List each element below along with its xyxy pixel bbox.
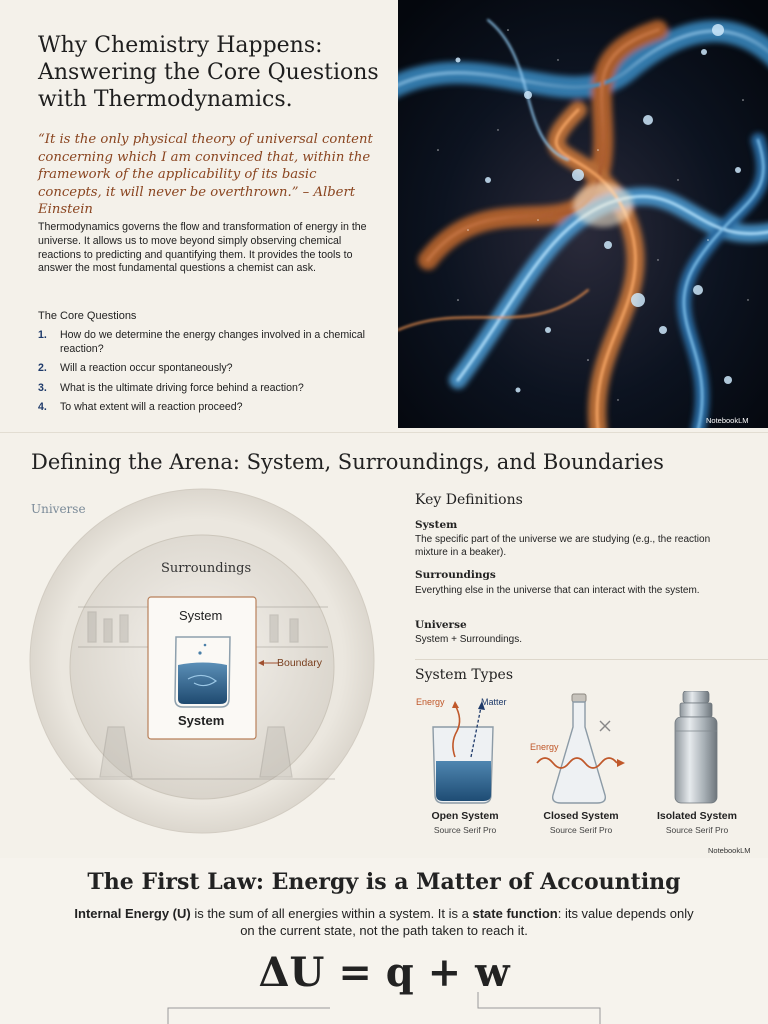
core-questions-heading: The Core Questions	[38, 310, 137, 322]
first-law-equation: ΔU = q + w	[258, 949, 510, 996]
system-surroundings-diagram	[0, 487, 400, 847]
slide1-title: Why Chemistry Happens: Answering the Core Questions with Thermodynamics.	[38, 33, 379, 112]
slide-defining-arena	[0, 432, 768, 859]
description-part-1: is the sum of all energies within a system. It is a	[190, 906, 473, 921]
notebooklm-watermark: NotebookLM	[706, 416, 749, 425]
key-definitions-heading: Key Definitions	[415, 492, 523, 508]
einstein-quote: “It is the only physical theory of universal content concerning which I am convinced that, within the framework of the applicability of its basic concepts, it will never be overthrown.” – Albert Einstein	[38, 132, 373, 217]
description-part-2: : its value depends only on the current state, not the path taken to reach it.	[240, 906, 694, 938]
section-divider	[415, 659, 768, 660]
open-system-beaker-icon	[433, 701, 493, 803]
closed-system-label: Closed System	[543, 810, 619, 822]
system-types-heading: System Types	[415, 667, 513, 683]
question-text: What is the ultimate driving force behind a reaction?	[60, 381, 304, 394]
definition-term-surroundings: Surroundings	[415, 569, 496, 581]
closed-energy-label: Energy	[530, 742, 559, 752]
state-function-term: state function	[472, 906, 558, 921]
question-text: How do we determine the energy changes involved in a chemical reaction?	[60, 329, 366, 355]
notebooklm-watermark: NotebookLM	[708, 846, 751, 855]
list-item	[38, 329, 378, 356]
list-number: 3.	[38, 381, 47, 394]
list-number: 2.	[38, 362, 47, 375]
list-number: 4.	[38, 401, 47, 414]
question-text: To what extent will a reaction proceed?	[60, 401, 243, 414]
definition-term-universe: Universe	[415, 619, 467, 631]
isolated-system-thermos-icon	[675, 691, 717, 803]
slide2-title: Defining the Arena: System, Surroundings, and Boundaries	[31, 450, 664, 474]
definition-term-system: System	[415, 519, 458, 531]
open-system-label: Open System	[431, 810, 499, 822]
list-item	[38, 382, 378, 396]
list-item	[38, 362, 378, 376]
open-energy-label: Energy	[416, 697, 445, 707]
definition-text-surroundings: Everything else in the universe that can interact with the system.	[415, 585, 700, 596]
internal-energy-term: Internal Energy (U)	[74, 906, 191, 921]
system-label-bottom: System	[178, 713, 225, 728]
slide1-body-text: Thermodynamics governs the flow and transformation of energy in the universe. It allows us to move beyond simply observing chemical reactions to predicting and quantifying them. It provides the tools to answer the most fundamental questions a chemist can ask.	[38, 221, 367, 275]
equation-connector-lines	[0, 986, 768, 1024]
core-questions-list	[38, 329, 378, 421]
question-text: Will a reaction occur spontaneously?	[60, 362, 233, 375]
isolated-system-label: Isolated System	[657, 810, 737, 822]
slide-first-law	[0, 858, 768, 1024]
surroundings-label: Surroundings	[161, 561, 252, 576]
definition-text-system: The specific part of the universe we are studying (e.g., the reaction mixture in a beaker).	[415, 534, 711, 558]
slide-why-chemistry	[0, 0, 768, 432]
closed-system-caption: Source Serif Pro	[549, 825, 613, 835]
boundary-label: Boundary	[277, 657, 322, 669]
internal-energy-description	[70, 905, 698, 939]
open-matter-label: Matter	[481, 697, 507, 707]
slide3-title: The First Law: Energy is a Matter of Accounting	[87, 869, 681, 895]
definition-text-universe: System + Surroundings.	[415, 634, 522, 645]
isolated-system-caption: Source Serif Pro	[665, 825, 729, 835]
list-number: 1.	[38, 329, 47, 341]
list-item	[38, 401, 378, 415]
system-types-illustration	[405, 691, 768, 811]
system-label-top: System	[179, 608, 223, 623]
open-system-caption: Source Serif Pro	[433, 825, 497, 835]
cosmic-energy-swirl-image	[398, 0, 768, 428]
universe-label: Universe	[31, 502, 86, 516]
